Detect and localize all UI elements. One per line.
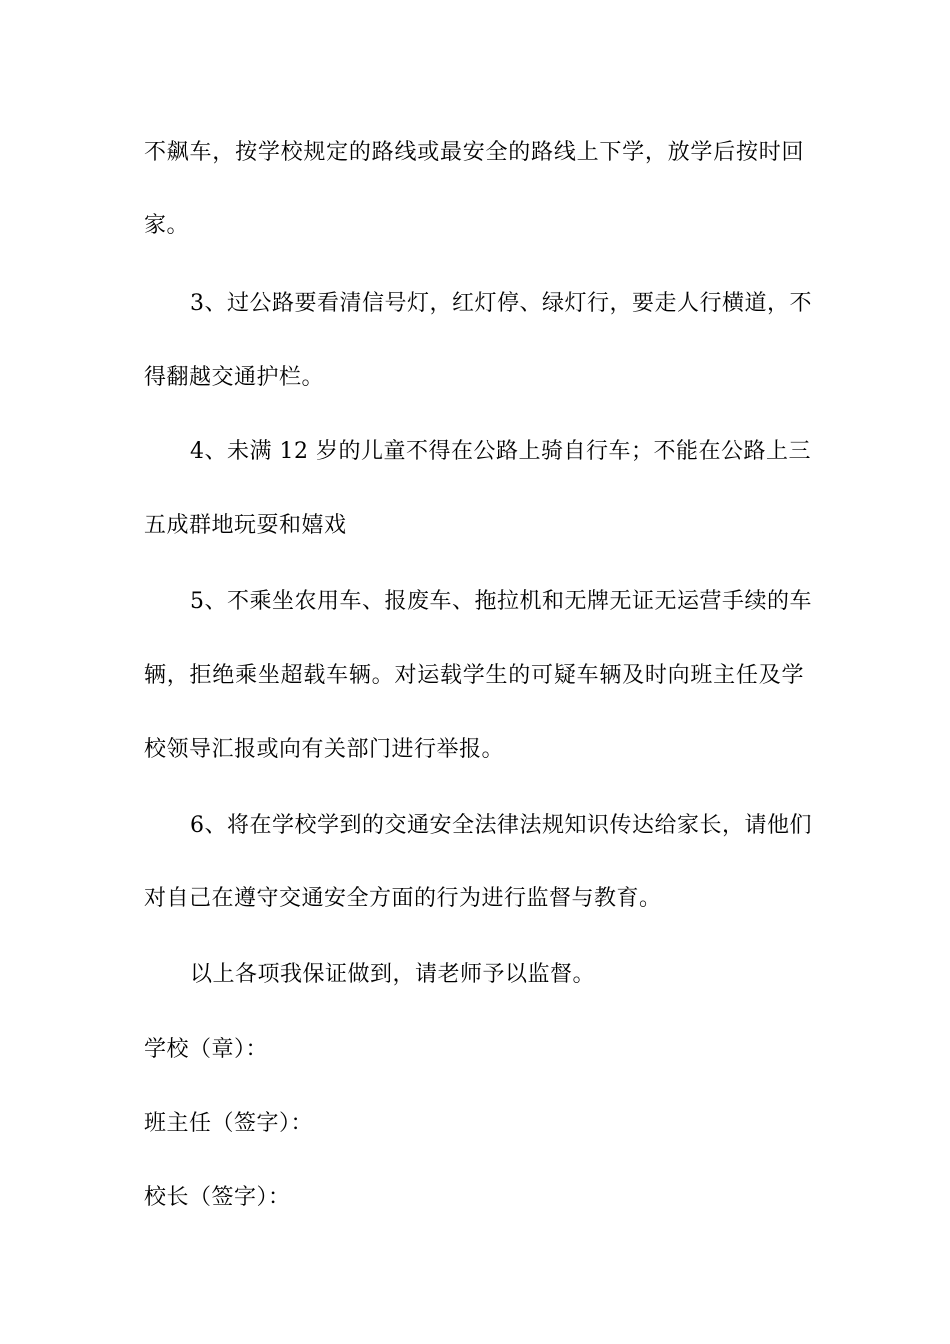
paragraph-1-line-2: 家。 [144,213,190,238]
paragraph-1-line-1: 不飙车，按学校规定的路线或最安全的路线上下学，放学后按时回 [144,140,804,165]
paragraph-3-line-2: 五成群地玩耍和嬉戏 [144,513,347,538]
paragraph-2-line-2: 得翻越交通护栏。 [144,365,325,390]
principal-signature-label: 校长（签字）： [144,1185,291,1210]
paragraph-5-line-2: 对自己在遵守交通安全方面的行为进行监督与教育。 [144,886,662,911]
head-teacher-signature-label: 班主任（签字）： [144,1111,314,1136]
paragraph-3-line-1: 4、未满 12 岁的儿童不得在公路上骑自行车；不能在公路上三 [190,439,811,464]
pledge-statement: 以上各项我保证做到，请老师予以监督。 [190,962,596,987]
school-seal-label: 学校（章）： [144,1037,269,1062]
paragraph-4-line-2: 辆，拒绝乘坐超载车辆。对运载学生的可疑车辆及时向班主任及学 [144,663,804,688]
paragraph-2-line-1: 3、过公路要看清信号灯，红灯停、绿灯行，要走人行横道，不 [190,291,812,316]
paragraph-5-line-1: 6、将在学校学到的交通安全法律法规知识传达给家长，请他们 [190,813,812,838]
paragraph-4-line-1: 5、不乘坐农用车、报废车、拖拉机和无牌无证无运营手续的车 [190,589,812,614]
paragraph-4-line-3: 校领导汇报或向有关部门进行举报。 [144,737,505,762]
